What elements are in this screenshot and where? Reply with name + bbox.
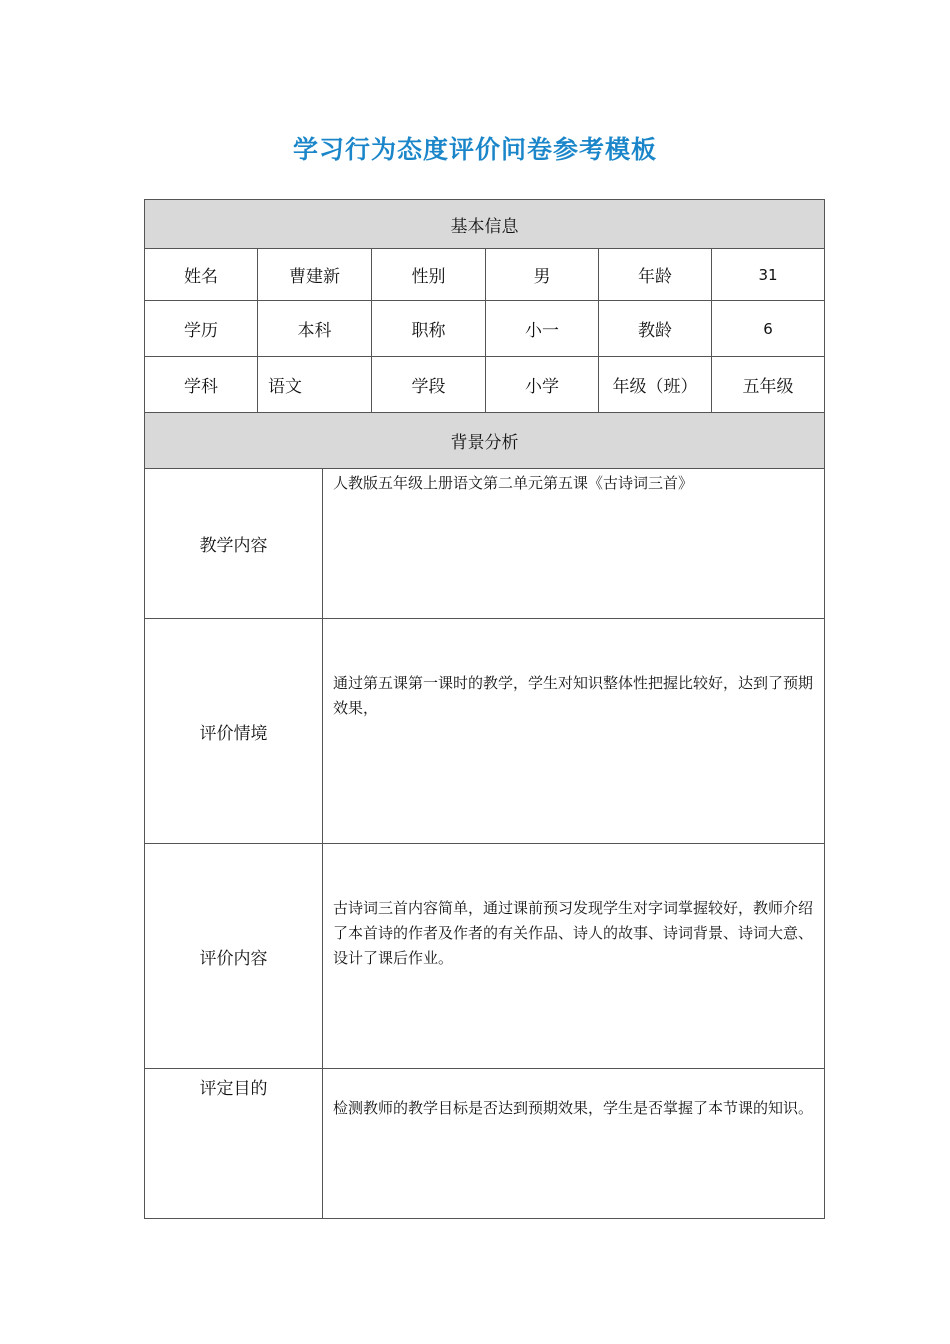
info-value: 小一 <box>486 301 599 356</box>
page-title: 学习行为态度评价问卷参考模板 <box>292 135 657 164</box>
background-title: 背景分析 <box>450 433 519 453</box>
info-value: 小学 <box>486 357 599 412</box>
info-value: 曹建新 <box>258 249 372 300</box>
info-value: 五年级 <box>742 377 794 397</box>
info-label: 学科 <box>145 357 258 412</box>
info-value: 语文 <box>258 357 372 412</box>
info-value: 男 <box>486 249 599 300</box>
section-evaluation-context <box>144 619 825 844</box>
section-label: 评定目的 <box>145 1069 323 1218</box>
section-text: 人教版五年级上册语文第二单元第五课《古诗词三首》 <box>333 474 694 492</box>
info-label: 教龄 <box>599 301 712 356</box>
section-evaluation-content <box>144 844 825 1069</box>
info-value: 6 <box>763 319 773 338</box>
background-header <box>144 413 825 469</box>
section-text: 古诗词三首内容简单，通过课前预习发现学生对字词掌握较好，教师介绍了本首诗的作者及作者的有关作品、诗人的故事、诗词背景、诗词大意、设计了课后作业。 <box>333 899 814 967</box>
info-label: 学段 <box>372 357 486 412</box>
section-teaching-content <box>144 469 825 619</box>
section-label: 教学内容 <box>145 469 323 618</box>
section-evaluation-purpose <box>144 1069 825 1219</box>
info-value: 本科 <box>258 301 372 356</box>
info-row <box>144 249 825 301</box>
info-label: 职称 <box>372 301 486 356</box>
section-label: 评价情境 <box>145 619 323 843</box>
info-label: 年龄 <box>599 249 712 300</box>
info-label: 性别 <box>372 249 486 300</box>
info-label: 年级（班） <box>599 357 712 412</box>
info-row <box>144 357 825 413</box>
basic-info-header <box>144 199 825 249</box>
evaluation-table <box>144 199 825 1219</box>
info-label: 姓名 <box>145 249 258 300</box>
info-label: 学历 <box>145 301 258 356</box>
info-value: 31 <box>758 265 778 284</box>
basic-info-title: 基本信息 <box>450 216 519 237</box>
section-label: 评价内容 <box>145 844 323 1068</box>
info-row <box>144 301 825 357</box>
section-text: 检测教师的教学目标是否达到预期效果，学生是否掌握了本节课的知识。 <box>333 1099 814 1117</box>
section-text: 通过第五课第一课时的教学，学生对知识整体性把握比较好，达到了预期效果， <box>333 674 814 717</box>
